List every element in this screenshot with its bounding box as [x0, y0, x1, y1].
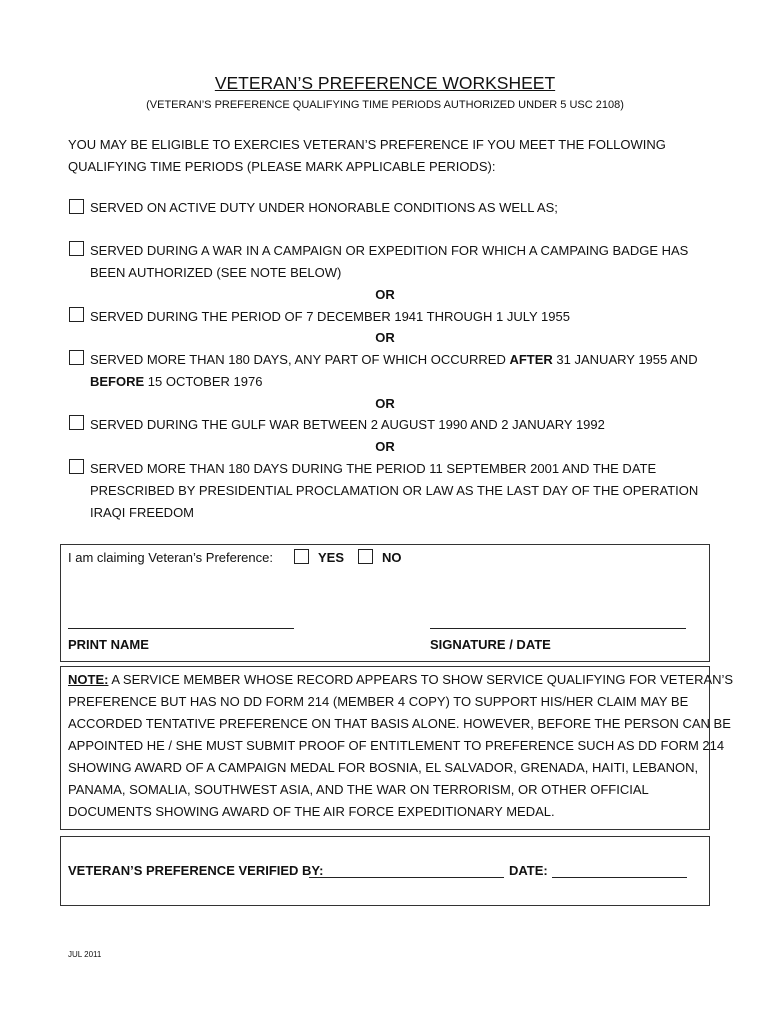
period-6-checkbox[interactable] [69, 459, 84, 474]
verify-date-label: DATE: [509, 863, 548, 878]
verified-by-field[interactable] [309, 877, 504, 878]
note-line-1 [68, 672, 733, 687]
verify-date-field[interactable] [552, 877, 687, 878]
signature-date-field[interactable] [430, 628, 686, 629]
note-label: NOTE: [68, 672, 109, 687]
or-separator: OR [375, 396, 395, 411]
period-6-label-line-1: SERVED MORE THAN 180 DAYS DURING THE PERIOD 11 SEPTEMBER 2001 AND THE DATE [90, 461, 657, 476]
period-4-before-keyword: BEFORE [90, 374, 145, 389]
note-line-5: SHOWING AWARD OF A CAMPAIGN MEDAL FOR BOSNIA, EL SALVADOR, GRENADA, HAITI, LEBANON, [68, 760, 699, 775]
period-4-text-end: 15 OCTOBER 1976 [144, 374, 263, 389]
claim-yes-label: YES [318, 550, 345, 565]
page-title: VETERAN’S PREFERENCE WORKSHEET [214, 73, 556, 93]
period-2-label-line-1: SERVED DURING A WAR IN A CAMPAIGN OR EXPEDITION FOR WHICH A CAMPAING BADGE HAS [90, 243, 689, 258]
note-line-2: PREFERENCE BUT HAS NO DD FORM 214 (MEMBER 4 COPY) TO SUPPORT HIS/HER CLAIM MAY BE [68, 694, 689, 709]
or-separator: OR [375, 439, 395, 454]
note-line-4: APPOINTED HE / SHE MUST SUBMIT PROOF OF ENTITLEMENT TO PREFERENCE SUCH AS DD FORM 214 [68, 738, 725, 753]
or-separator: OR [375, 287, 395, 302]
period-5-label: SERVED DURING THE GULF WAR BETWEEN 2 AUGUST 1990 AND 2 JANUARY 1992 [90, 417, 605, 432]
print-name-field[interactable] [68, 628, 294, 629]
period-2-label-line-2: BEEN AUTHORIZED (SEE NOTE BELOW) [90, 265, 342, 280]
print-name-label: PRINT NAME [68, 637, 149, 652]
period-3-label: SERVED DURING THE PERIOD OF 7 DECEMBER 1941 THROUGH 1 JULY 1955 [90, 309, 570, 324]
period-4-label-line-2 [90, 374, 262, 389]
intro-line-1: YOU MAY BE ELIGIBLE TO EXERCIES VETERAN’S PREFERENCE IF YOU MEET THE FOLLOWING [68, 137, 666, 152]
claim-label: I am claiming Veteran’s Preference: [68, 550, 273, 565]
note-line-3: ACCORDED TENTATIVE PREFERENCE ON THAT BASIS ALONE. HOWEVER, BEFORE THE PERSON CAN BE [68, 716, 731, 731]
note-line-7: DOCUMENTS SHOWING AWARD OF THE AIR FORCE EXPEDITIONARY MEDAL. [68, 804, 555, 819]
period-5-checkbox[interactable] [69, 415, 84, 430]
period-2-checkbox[interactable] [69, 241, 84, 256]
note-line-1-text: A SERVICE MEMBER WHOSE RECORD APPEARS TO SHOW SERVICE QUALIFYING FOR VETERAN’S [108, 672, 734, 687]
period-1-checkbox[interactable] [69, 199, 84, 214]
footer-date: JUL 2011 [68, 950, 102, 959]
note-line-6: PANAMA, SOMALIA, SOUTHWEST ASIA, AND THE WAR ON TERRORISM, OR OTHER OFFICIAL [68, 782, 649, 797]
claim-no-checkbox[interactable] [358, 549, 373, 564]
period-4-checkbox[interactable] [69, 350, 84, 365]
or-separator: OR [375, 330, 395, 345]
verified-by-label: VETERAN’S PREFERENCE VERIFIED BY: [68, 863, 324, 878]
period-6-label-line-2: PRESCRIBED BY PRESIDENTIAL PROCLAMATION OR LAW AS THE LAST DAY OF THE OPERATION [90, 483, 699, 498]
intro-line-2: QUALIFYING TIME PERIODS (PLEASE MARK APPLICABLE PERIODS): [68, 159, 496, 174]
period-1-label: SERVED ON ACTIVE DUTY UNDER HONORABLE CONDITIONS AS WELL AS; [90, 200, 558, 215]
period-6-label-line-3: IRAQI FREEDOM [90, 505, 195, 520]
period-3-checkbox[interactable] [69, 307, 84, 322]
period-4-text-pre: SERVED MORE THAN 180 DAYS, ANY PART OF WHICH OCCURRED [90, 352, 510, 367]
period-4-after-keyword: AFTER [509, 352, 553, 367]
claim-yes-checkbox[interactable] [294, 549, 309, 564]
claim-no-label: NO [382, 550, 402, 565]
period-4-text-mid: 31 JANUARY 1955 AND [552, 352, 698, 367]
period-4-label-line-1 [90, 352, 698, 367]
page-subtitle: (VETERAN’S PREFERENCE QUALIFYING TIME PERIODS AUTHORIZED UNDER 5 USC 2108) [146, 99, 624, 111]
signature-date-label: SIGNATURE / DATE [430, 637, 551, 652]
